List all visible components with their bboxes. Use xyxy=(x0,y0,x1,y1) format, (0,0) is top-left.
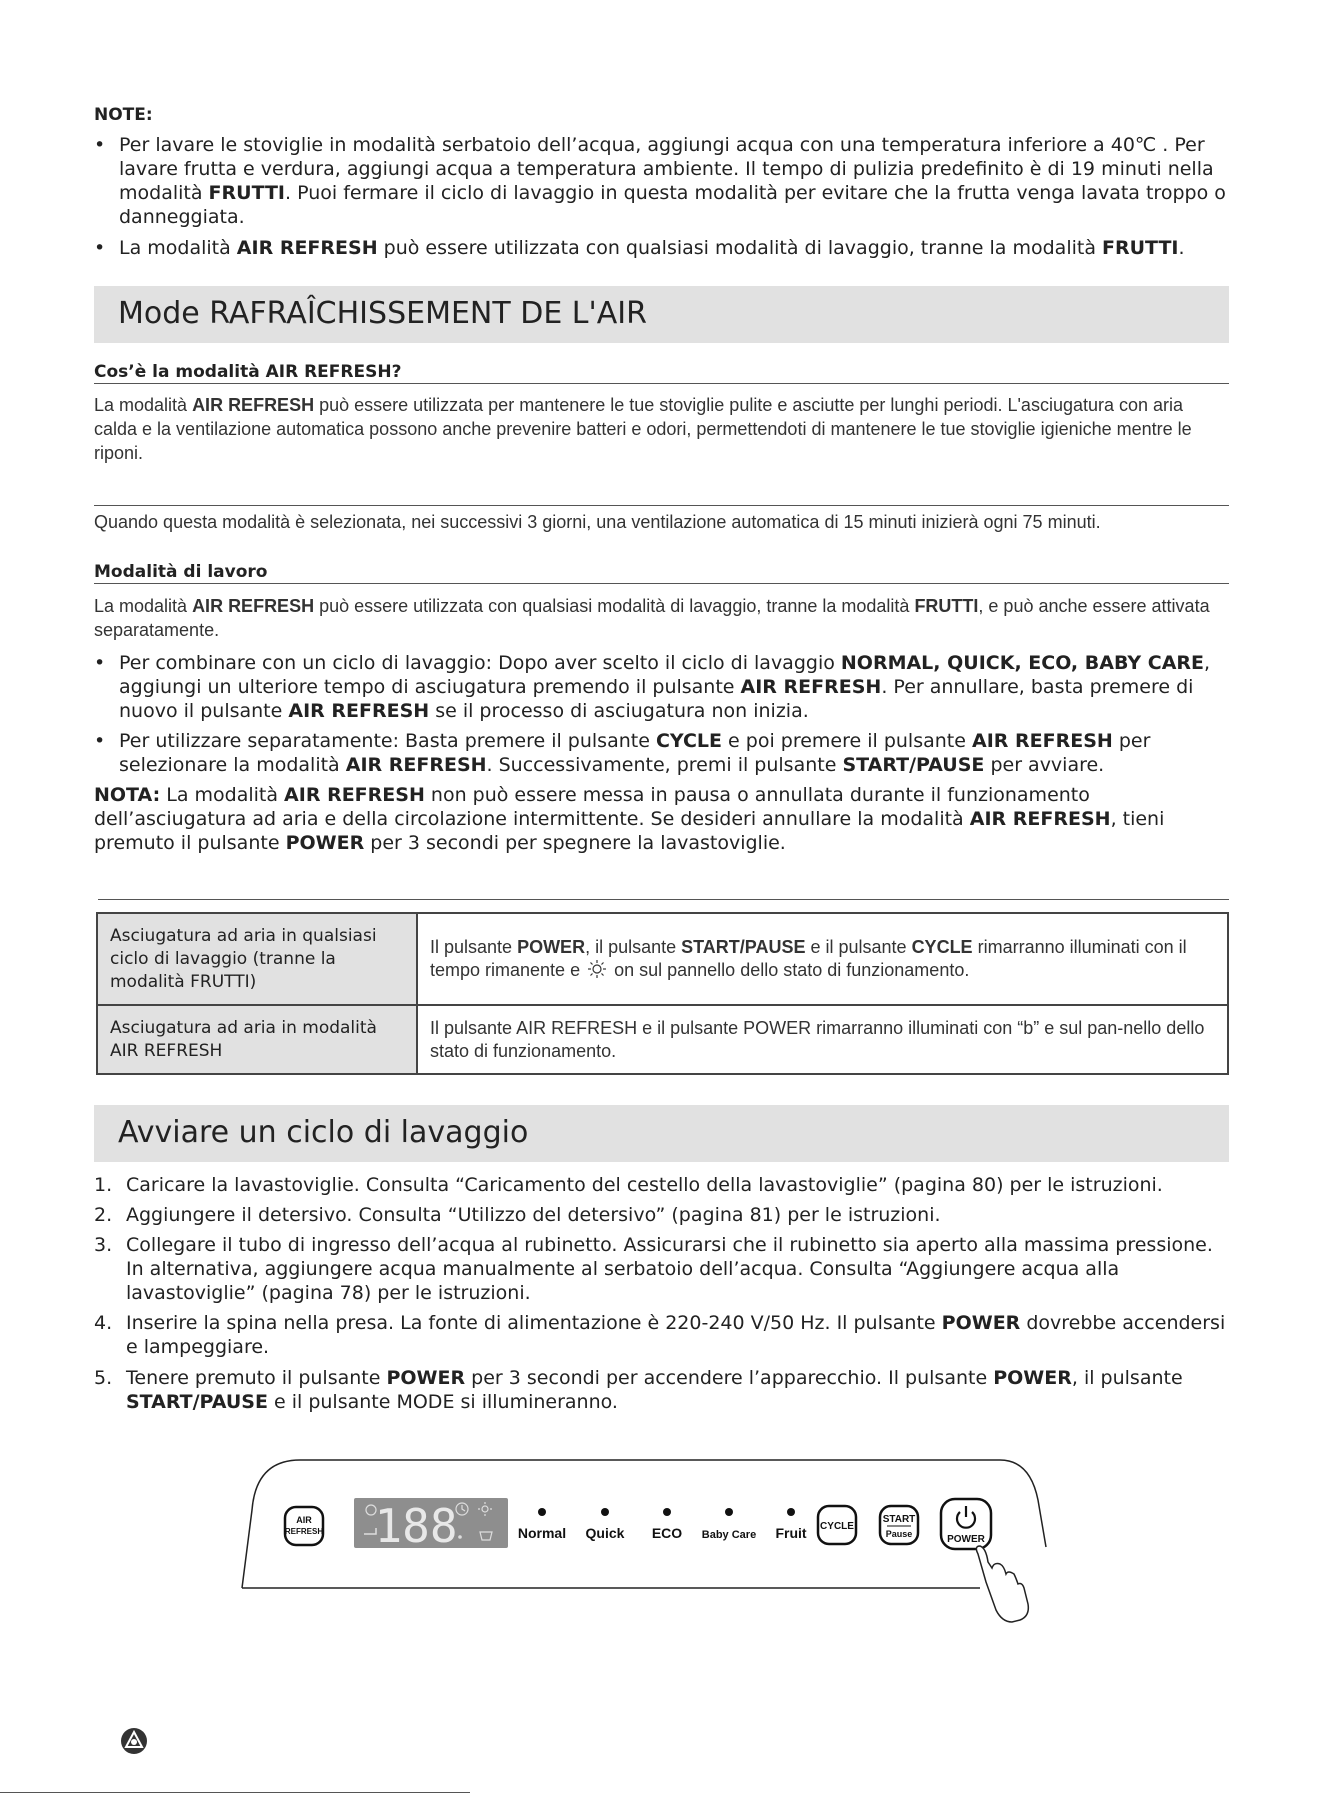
bullet-bold: AIR REFRESH xyxy=(971,730,1113,752)
nota-paragraph xyxy=(94,783,1229,855)
indicator-dot xyxy=(663,1508,671,1516)
work-bullet-1 xyxy=(94,651,1229,723)
bullet-bold: CYCLE xyxy=(655,730,722,752)
status-display xyxy=(354,1498,508,1553)
power-button[interactable] xyxy=(941,1499,991,1549)
step-text: Inserire la spina nella presa. La fonte di alimentazione è 220-240 V/50 Hz. Il pulsante xyxy=(126,1312,942,1334)
work-bullet-2 xyxy=(94,729,1229,777)
step-4 xyxy=(94,1311,1229,1359)
step-bold: POWER xyxy=(386,1367,466,1389)
step-number: 1. xyxy=(94,1174,113,1196)
bullet-dot: • xyxy=(94,652,106,674)
control-panel-illustration xyxy=(230,1450,1090,1640)
note-bold: FRUTTI xyxy=(1102,237,1179,259)
step-number: 3. xyxy=(94,1234,113,1256)
step-number: 4. xyxy=(94,1312,113,1334)
step-bold: POWER xyxy=(993,1367,1072,1389)
selected-text: Quando questa modalità è selezionata, nei successivi 3 giorni, una ventilazione automatica di 15 minuti inizierà ogni 75 minuti. xyxy=(94,512,1101,532)
mode-normal[interactable] xyxy=(518,1508,566,1541)
table-row xyxy=(97,1005,1228,1074)
table-cell-mode: Asciugatura ad aria in modalità AIR REFRESH xyxy=(97,1005,417,1074)
cell-text: on sul pannello dello stato di funzionamento. xyxy=(609,960,970,980)
bullet-text: , aggiungi un ulteriore tempo di asciugatura premendo il pulsante xyxy=(119,652,1211,698)
nota-text: , tieni premuto il pulsante xyxy=(94,808,1165,854)
bullet-text: Per utilizzare separatamente: Basta premere il pulsante xyxy=(119,730,656,752)
mode-label: Quick xyxy=(585,1525,625,1541)
note-text: Per lavare le stoviglie in modalità serbatoio dell’acqua, aggiungi acqua con una temperatura inferiore a 40℃ . Per lavare frutta e verdura, aggiungi acqua a temperatura ambiente. Il tempo di pulizia predefinito è di 19 minuti nella modalità xyxy=(119,134,1214,204)
mode-status-table xyxy=(96,912,1229,1075)
cell-text: rimarranno illuminati con il tempo rimanente e xyxy=(430,937,1187,980)
para-text: può essere utilizzata con qualsiasi modalità di lavaggio, tranne la modalità xyxy=(314,596,915,616)
bullet-bold: AIR REFRESH xyxy=(345,754,487,776)
section-heading: Mode RAFRAÎCHISSEMENT DE L'AIR xyxy=(118,296,647,331)
bullet-bold: AIR REFRESH xyxy=(288,700,430,722)
mode-label: Fruit xyxy=(775,1525,807,1541)
nota-text: non può essere messa in pausa o annullata durante il funzionamento dell’asciugatura ad aria e della circolazione intermittente. Se desideri annullare la modalità xyxy=(94,784,1090,830)
bullet-text: e poi premere il pulsante xyxy=(722,730,972,752)
note-bold: AIR REFRESH xyxy=(236,237,378,259)
indicator-dot xyxy=(601,1508,609,1516)
note-bold: FRUTTI xyxy=(208,182,285,204)
display-digits: 188 xyxy=(374,1499,458,1553)
air-refresh-button[interactable] xyxy=(285,1507,323,1545)
para-text: , e può anche essere attivata separatamente. xyxy=(94,596,1210,640)
work-mode-text xyxy=(94,594,1229,642)
step-1 xyxy=(94,1173,1229,1197)
bullet-dot: • xyxy=(94,134,106,156)
para-text: può essere utilizzata per mantenere le tue stoviglie pulite e asciutte per lunghi periodi. L'asciugatura con aria calda e la ventilazione automatica possono anche prevenire batteri e odori, permettendoti di mantenere le tue stoviglie igieniche mentre le riponi. xyxy=(94,395,1192,463)
section-heading-band xyxy=(94,286,1229,343)
bullet-text: per avviare. xyxy=(984,754,1105,776)
start-pause-button[interactable] xyxy=(880,1506,918,1544)
indicator-dot xyxy=(725,1508,733,1516)
table-cell-status xyxy=(417,913,1228,1005)
cell-text: Il pulsante xyxy=(430,937,518,957)
nota-bold: AIR REFRESH xyxy=(284,784,425,806)
bullet-dot: • xyxy=(94,730,106,752)
sun-icon xyxy=(585,959,609,979)
mode-baby-care[interactable] xyxy=(702,1508,756,1541)
bullet-text: per selezionare la modalità xyxy=(119,730,1151,776)
cell-text: e il pulsante xyxy=(805,937,912,957)
cell-text: , il pulsante xyxy=(585,937,682,957)
pause-label: Pause xyxy=(885,1529,913,1539)
para-bold: AIR REFRESH xyxy=(192,395,315,415)
indicator-dot xyxy=(787,1508,795,1516)
table-row xyxy=(97,913,1228,1005)
step-text: Aggiungere il detersivo. Consulta “Utilizzo del detersivo” (pagina 81) per le istruzioni. xyxy=(126,1204,941,1226)
bullet-text: . Successivamente, premi il pulsante xyxy=(486,754,843,776)
step-number: 2. xyxy=(94,1204,113,1226)
note-text: . Puoi fermare il ciclo di lavaggio in questa modalità per evitare che la frutta venga lavata troppo o danneggiata. xyxy=(119,182,1226,228)
mode-eco[interactable] xyxy=(652,1508,682,1541)
what-is-text xyxy=(94,393,1229,465)
step-text: e il pulsante MODE si illumineranno. xyxy=(267,1391,618,1413)
note-text: può essere utilizzata con qualsiasi modalità di lavaggio, tranne la modalità xyxy=(377,237,1103,259)
mode-label: Normal xyxy=(517,1525,567,1541)
note-bullet-2 xyxy=(94,236,1229,260)
what-is-title: Cos’è la modalità AIR REFRESH? xyxy=(94,362,1229,384)
step-2 xyxy=(94,1203,1229,1227)
nota-label: NOTA: xyxy=(94,784,161,806)
mode-quick[interactable] xyxy=(586,1508,625,1541)
section-heading: Avviare un ciclo di lavaggio xyxy=(118,1115,529,1150)
pointing-hand-icon xyxy=(976,1546,1028,1622)
divider xyxy=(98,899,1229,900)
note-bullet-1 xyxy=(94,133,1229,229)
bullet-bold: AIR REFRESH xyxy=(740,676,882,698)
air-refresh-label-2: REFRESH xyxy=(284,1527,324,1536)
step-text: Collegare il tubo di ingresso dell’acqua al rubinetto. Assicurarsi che il rubinetto sia aperto alla massima pressione. In alternativa, aggiungere acqua manualmente al serbatoio dell’acqua. Consulta “Aggiungere acqua alla lavastoviglie” (pagina 78) per le istruzioni. xyxy=(126,1234,1213,1304)
bullet-bold: NORMAL, QUICK, ECO, BABY CARE xyxy=(840,652,1205,674)
mode-fruit[interactable] xyxy=(775,1508,806,1541)
nota-bold: AIR REFRESH xyxy=(969,808,1111,830)
step-text: Caricare la lavastoviglie. Consulta “Caricamento del cestello della lavastoviglie” (pagina 80) per le istruzioni. xyxy=(126,1174,1163,1196)
step-5 xyxy=(94,1366,1229,1414)
step-text: , il pulsante xyxy=(1071,1367,1183,1389)
divider xyxy=(94,505,1229,506)
air-refresh-label-1: AIR xyxy=(296,1515,312,1525)
note-title: NOTE: xyxy=(94,105,153,125)
step-bold: START/PAUSE xyxy=(126,1391,268,1413)
nota-bold: POWER xyxy=(285,832,365,854)
bullet-dot: • xyxy=(94,237,106,259)
table-cell-status: Il pulsante AIR REFRESH e il pulsante POWER rimarranno illuminati con “b” e sul pan-nello dello stato di funzionamento. xyxy=(417,1005,1228,1074)
mode-label: Baby Care xyxy=(701,1529,757,1541)
bullet-bold: START/PAUSE xyxy=(842,754,985,776)
step-3 xyxy=(94,1233,1229,1305)
step-text: dovrebbe accendersi e lampeggiare. xyxy=(126,1312,1226,1358)
section-heading-band xyxy=(94,1105,1229,1162)
nota-text: per 3 secondi per spegnere la lavastoviglie. xyxy=(364,832,786,854)
step-number: 5. xyxy=(94,1367,113,1389)
power-label: POWER xyxy=(947,1534,985,1545)
work-mode-title: Modalità di lavoro xyxy=(94,562,1229,584)
start-label: START xyxy=(882,1514,916,1525)
step-bold: POWER xyxy=(941,1312,1021,1334)
nota-text: La modalità xyxy=(160,784,285,806)
bullet-text: Per combinare con un ciclo di lavaggio: Dopo aver scelto il ciclo di lavaggio xyxy=(119,652,841,674)
bullet-text: se il processo di asciugatura non inizia. xyxy=(429,700,809,722)
bullet-text: . Per annullare, basta premere di nuovo il pulsante xyxy=(119,676,1194,722)
footer-rule xyxy=(0,1792,470,1793)
step-text: Tenere premuto il pulsante xyxy=(126,1367,387,1389)
cycle-button[interactable] xyxy=(818,1506,856,1544)
note-text: . xyxy=(1178,237,1185,259)
para-bold: FRUTTI xyxy=(914,596,979,616)
mode-label: ECO xyxy=(651,1525,683,1541)
cycle-label: CYCLE xyxy=(820,1521,854,1532)
para-text: La modalità xyxy=(94,395,193,415)
brand-logo-icon xyxy=(119,1726,149,1756)
cell-bold: START/PAUSE xyxy=(681,937,806,957)
para-bold: AIR REFRESH xyxy=(192,596,315,616)
cell-bold: CYCLE xyxy=(911,937,973,957)
para-text: La modalità xyxy=(94,596,193,616)
cell-bold: POWER xyxy=(517,937,586,957)
indicator-dot xyxy=(538,1508,546,1516)
degree-dot xyxy=(458,1535,462,1539)
step-text: per 3 secondi per accendere l’apparecchio. Il pulsante xyxy=(465,1367,994,1389)
note-text: La modalità xyxy=(119,237,237,259)
table-cell-mode: Asciugatura ad aria in qualsiasi ciclo di lavaggio (tranne la modalità FRUTTI) xyxy=(97,913,417,1005)
